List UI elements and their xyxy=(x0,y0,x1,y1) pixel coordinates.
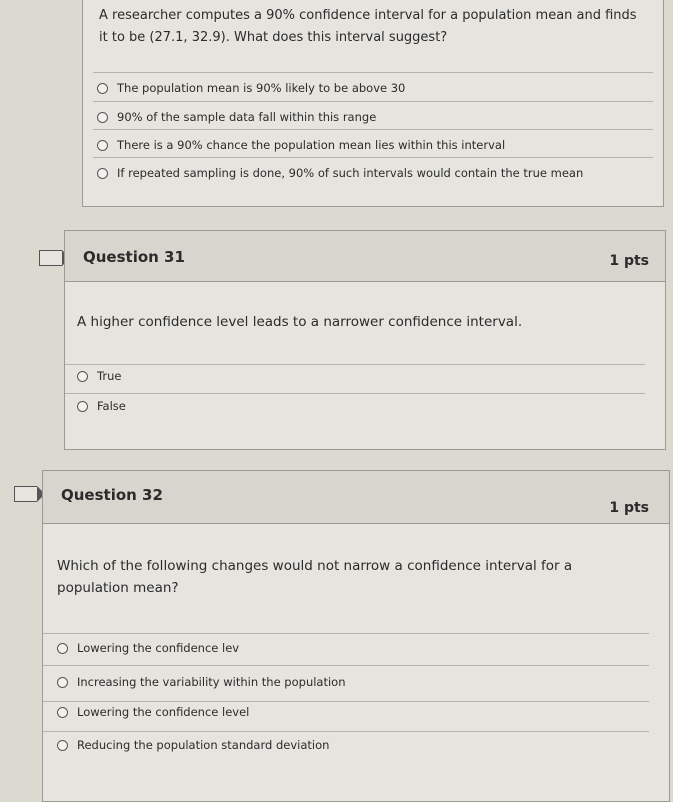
radio-button[interactable] xyxy=(97,168,108,179)
divider xyxy=(93,129,653,130)
radio-button[interactable] xyxy=(77,371,88,382)
divider xyxy=(93,101,653,102)
radio-button[interactable] xyxy=(97,83,108,94)
option-label: True xyxy=(97,369,122,383)
question-header xyxy=(65,231,665,282)
question-32-text: Which of the following changes would not narrow a confidence interval for a population mean? xyxy=(57,558,573,596)
option-label: If repeated sampling is done, 90% of such intervals would contain the true mean xyxy=(117,166,584,180)
q30-option-3[interactable] xyxy=(97,138,505,152)
question-32-card xyxy=(42,470,670,802)
divider xyxy=(43,665,649,666)
radio-button[interactable] xyxy=(57,707,68,718)
option-label: Lowering the confidence level xyxy=(77,705,250,719)
q32-option-3[interactable] xyxy=(57,705,249,719)
divider xyxy=(65,364,645,365)
option-label: Reducing the population standard deviation xyxy=(77,738,330,752)
option-label: 90% of the sample data fall within this range xyxy=(117,110,377,124)
question-31-card xyxy=(64,230,666,450)
question-title: Question 31 xyxy=(83,248,185,266)
question-30-text: A researcher computes a 90% confidence interval for a population mean and finds it to be (27.1, 32.9). What does this interval suggest? xyxy=(99,8,637,45)
question-30-card xyxy=(82,0,664,207)
radio-button[interactable] xyxy=(97,140,108,151)
q30-option-2[interactable] xyxy=(97,110,376,124)
option-label: Lowering the confidence lev xyxy=(77,641,240,655)
question-title: Question 32 xyxy=(61,486,163,504)
question-points: 1 pts xyxy=(609,500,649,516)
divider xyxy=(43,633,649,634)
q32-option-4[interactable] xyxy=(57,738,329,752)
q32-option-2[interactable] xyxy=(57,675,346,689)
radio-button[interactable] xyxy=(57,740,68,751)
radio-button[interactable] xyxy=(57,677,68,688)
option-label: Increasing the variability within the population xyxy=(77,675,346,689)
flag-question-icon[interactable] xyxy=(14,486,37,502)
q30-option-1[interactable] xyxy=(97,81,405,95)
divider xyxy=(65,393,645,394)
q30-option-4[interactable] xyxy=(97,166,583,180)
radio-button[interactable] xyxy=(57,643,68,654)
radio-button[interactable] xyxy=(97,112,108,123)
option-label: The population mean is 90% likely to be above 30 xyxy=(117,81,406,95)
option-label: False xyxy=(97,399,126,413)
question-points: 1 pts xyxy=(609,253,649,269)
radio-button[interactable] xyxy=(77,401,88,412)
question-31-text: A higher confidence level leads to a narrower confidence interval. xyxy=(77,314,523,330)
divider xyxy=(93,157,653,158)
divider xyxy=(93,72,653,73)
q32-option-1[interactable] xyxy=(57,641,239,655)
q31-option-false[interactable] xyxy=(77,399,126,413)
option-label: There is a 90% chance the population mean lies within this interval xyxy=(117,138,506,152)
question-header xyxy=(43,471,669,524)
divider xyxy=(43,731,649,732)
q31-option-true[interactable] xyxy=(77,369,121,383)
flag-question-icon[interactable] xyxy=(39,250,62,266)
divider xyxy=(43,701,649,702)
